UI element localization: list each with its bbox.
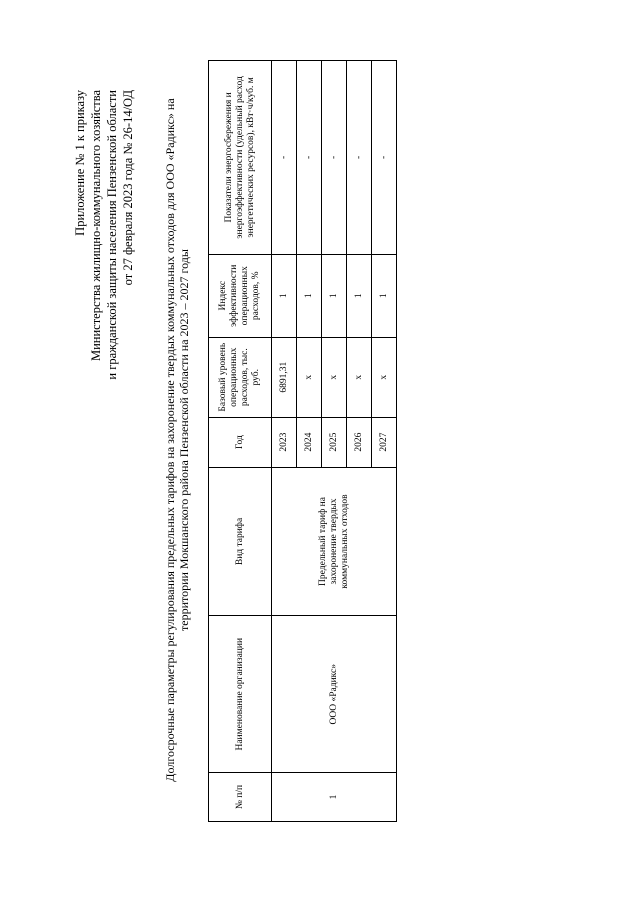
table-row xyxy=(272,61,297,822)
approval-block xyxy=(72,90,136,510)
approval-line: и гражданской защиты населения Пензенской области xyxy=(105,90,119,380)
header-cell-base-level: Базовый уровень операционных расходов, тыс. руб. xyxy=(209,337,272,417)
title-line: Долгосрочные параметры регулирования предельных тарифов на захоронение твердых коммунальных отходов для ООО «Радикс» на xyxy=(163,98,177,782)
cell-efficiency-index: 1 xyxy=(347,254,372,337)
cell-year: 2027 xyxy=(372,417,397,467)
cell-energy-indicator: - xyxy=(272,61,297,255)
cell-efficiency-index: 1 xyxy=(272,254,297,337)
table-header-row xyxy=(209,61,272,822)
cell-energy-indicator: - xyxy=(347,61,372,255)
cell-efficiency-index: 1 xyxy=(322,254,347,337)
approval-line: Приложение № 1 к приказу xyxy=(73,90,87,236)
approval-line: Министерства жилищно-коммунального хозяйства xyxy=(89,90,103,362)
cell-year: 2025 xyxy=(322,417,347,467)
cell-base-level: х xyxy=(297,337,322,417)
cell-efficiency-index: 1 xyxy=(372,254,397,337)
title-line: территории Мокшанского района Пензенской области на 2023 – 2027 годы xyxy=(177,249,191,631)
cell-number: 1 xyxy=(272,773,397,822)
cell-efficiency-index: 1 xyxy=(297,254,322,337)
cell-energy-indicator: - xyxy=(372,61,397,255)
header-cell-number: № п/п xyxy=(209,773,272,822)
document-title xyxy=(163,55,191,825)
cell-year: 2024 xyxy=(297,417,322,467)
header-cell-tariff-type: Вид тарифа xyxy=(209,467,272,616)
cell-energy-indicator: - xyxy=(297,61,322,255)
cell-base-level: х xyxy=(322,337,347,417)
header-cell-year: Год xyxy=(209,417,272,467)
cell-year: 2026 xyxy=(347,417,372,467)
header-cell-energy-indicators: Показатели энергосбережения и энергоэффективности (удельный расход энергетических ресурсов), кВт·ч/куб. м xyxy=(209,61,272,255)
tariff-parameters-table xyxy=(208,60,397,822)
approval-line: от 27 февраля 2023 года № 26-14/ОД xyxy=(121,90,135,286)
header-cell-organization: Наименование организации xyxy=(209,616,272,773)
cell-base-level: 6891,31 xyxy=(272,337,297,417)
cell-tariff-type: Предельный тариф на захоронение твердых коммунальных отходов xyxy=(272,467,397,616)
cell-base-level: х xyxy=(347,337,372,417)
cell-base-level: х xyxy=(372,337,397,417)
cell-energy-indicator: - xyxy=(322,61,347,255)
cell-organization: ООО «Радикс» xyxy=(272,616,397,773)
header-cell-efficiency-index: Индекс эффективности операционных расходов, % xyxy=(209,254,272,337)
cell-year: 2023 xyxy=(272,417,297,467)
